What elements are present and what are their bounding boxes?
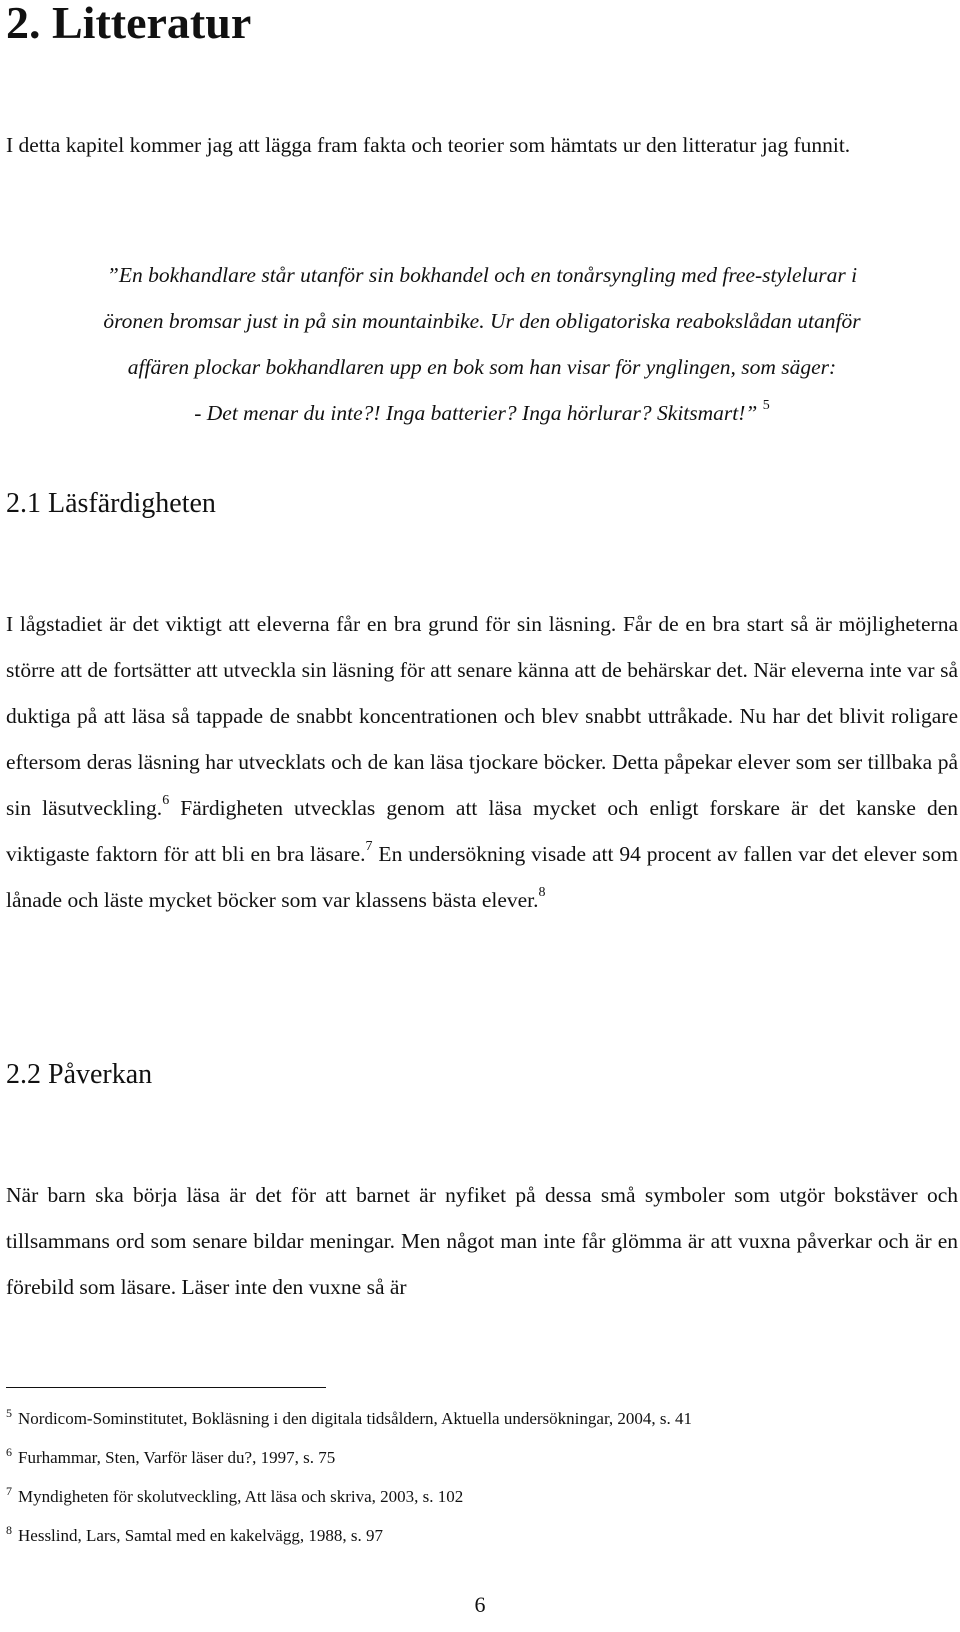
- section-1-paragraph: [6, 601, 958, 923]
- section-2-paragraph: När barn ska börja läsa är det för att barnet är nyfiket på dessa små symboler som utgör bokstäver och tillsammans ord som senare bildar meningar. Men något man inte får glömma är att vuxna påverkar och är en förebild som läsare. Läser inte den vuxne så är: [6, 1183, 958, 1299]
- footnote-ref-8: 8: [538, 884, 546, 900]
- footnote-text: Furhammar, Sten, Varför läser du?, 1997, s. 75: [18, 1448, 336, 1467]
- section-1-text-a: I lågstadiet är det viktigt att eleverna får en bra grund för sin läsning. Får de en bra start så är möjligheterna större att de fortsätter att utveckla sin läsning för att senare känna att de behärskar det. När eleverna inte var så duktiga på att läsa så tappade de snabbt koncentrationen och blev snabbt uttråkade. Nu har det blivit roligare eftersom deras läsning har utvecklats och de kan läsa tjockare böcker. Detta påpekar elever som ser tillbaka på sin läsutveckling.: [6, 612, 958, 820]
- footnote: [6, 1478, 958, 1517]
- section-1-text-b: Färdigheten utvecklas genom att läsa mycket och enligt forskare är det kanske den viktigaste faktorn för att bli en bra läsare.: [6, 796, 958, 866]
- footnote-text: Hesslind, Lars, Samtal med en kakelvägg, 1988, s. 97: [18, 1526, 383, 1545]
- section-heading-1: 2.1 Läsfärdigheten: [6, 488, 216, 519]
- footnote-text: Myndigheten för skolutveckling, Att läsa och skriva, 2003, s. 102: [18, 1487, 464, 1506]
- footnotes: [6, 1400, 958, 1556]
- footnote-number: 5: [6, 1406, 12, 1420]
- quote-line: affären plockar bokhandlaren upp en bok som han visar för ynglingen, som säger:: [127, 355, 837, 379]
- footnote-ref-5: 5: [762, 397, 770, 413]
- page-number: 6: [474, 1592, 486, 1617]
- section-heading-2: 2.2 Påverkan: [6, 1059, 153, 1090]
- footnote-text: Nordicom-Sominstitutet, Bokläsning i den digitala tidsåldern, Aktuella undersökningar, 2004, s. 41: [18, 1409, 693, 1428]
- footnote-divider: [6, 1387, 326, 1388]
- chapter-title: 2. Litteratur: [6, 0, 252, 48]
- quote-line-text: - Det menar du inte?! Inga batterier? Inga hörlurar? Skitsmart!”: [194, 401, 758, 425]
- quote-line: öronen bromsar just in på sin mountainbike. Ur den obligatoriska reabokslådan utanför: [103, 309, 861, 333]
- footnote-number: 8: [6, 1523, 12, 1537]
- footnote-number: 6: [6, 1445, 12, 1459]
- footnote-ref-6: 6: [162, 792, 170, 808]
- section-1-text-c: En undersökning visade att 94 procent av fallen var det elever som lånade och läste mycket böcker som var klassens bästa elever.: [6, 842, 959, 912]
- footnote: [6, 1439, 958, 1478]
- quote-line-last: [6, 390, 958, 436]
- chapter-intro: I detta kapitel kommer jag att lägga fram fakta och teorier som hämtats ur den litteratur jag funnit.: [6, 133, 851, 157]
- footnote: [6, 1517, 958, 1556]
- quote-line: ”En bokhandlare står utanför sin bokhandel och en tonårsyngling med free-stylelurar i: [106, 263, 858, 287]
- block-quote: [6, 252, 958, 436]
- footnote-number: 7: [6, 1484, 12, 1498]
- footnote-ref-7: 7: [365, 838, 373, 854]
- footnote: [6, 1400, 958, 1439]
